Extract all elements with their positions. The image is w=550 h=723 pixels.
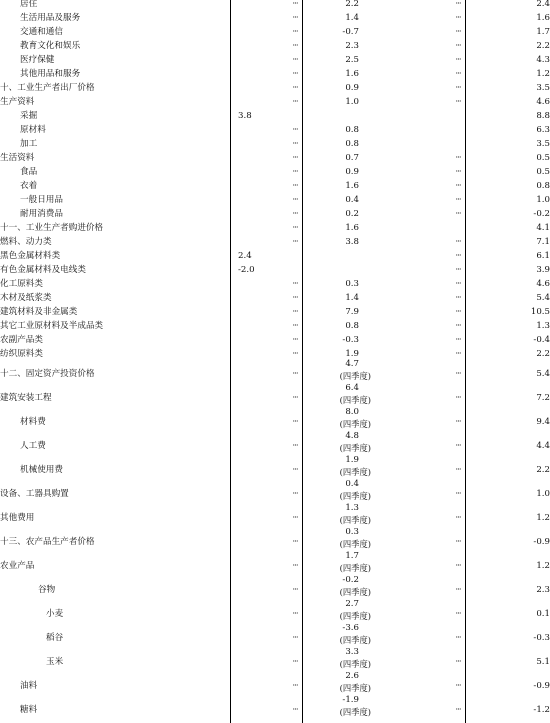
value-previous: 1.0 [536, 489, 550, 499]
table-row [0, 109, 550, 123]
value-previous: 2.2 [536, 465, 550, 475]
row-label: 十、工业生产者出厂价格 [0, 83, 95, 93]
value-previous: 10.5 [530, 307, 550, 317]
column-divider-middle [302, 0, 303, 723]
quarter-note: (四季度) [339, 563, 371, 573]
table-row [0, 123, 550, 137]
table-row [0, 457, 550, 481]
value-current: 4.8 [345, 431, 359, 441]
table-row [0, 221, 550, 235]
ellipsis-marker: ··· [455, 279, 461, 289]
row-label: 一般日用品 [20, 195, 63, 205]
value-current: 6.4 [345, 383, 359, 393]
value-current: 1.9 [345, 455, 359, 465]
ellipsis-marker: ··· [455, 41, 461, 51]
row-label: 建筑材料及非金属类 [0, 307, 78, 317]
ellipsis-marker: ··· [292, 13, 298, 23]
ellipsis-marker: ··· [292, 489, 298, 499]
value-current: 0.8 [345, 321, 359, 331]
value-current: 0.3 [345, 279, 359, 289]
value-previous: 3.9 [536, 265, 550, 275]
table-row [0, 53, 550, 67]
row-label: 纺织原料类 [0, 349, 43, 359]
value-previous: 1.0 [536, 195, 550, 205]
value-previous: 4.6 [536, 97, 550, 107]
value-current: 0.2 [345, 209, 359, 219]
table-row [0, 553, 550, 577]
ellipsis-marker: ··· [455, 561, 461, 571]
ellipsis-marker: ··· [455, 537, 461, 547]
row-label: 衣着 [20, 181, 38, 191]
ellipsis-marker: ··· [292, 561, 298, 571]
value-previous: -0.4 [533, 335, 550, 345]
value-current: 2.6 [345, 671, 359, 681]
value-current: -0.7 [342, 27, 359, 37]
value-current: -2.0 [238, 265, 255, 275]
ellipsis-marker: ··· [292, 657, 298, 667]
row-label: 稻谷 [46, 633, 64, 643]
value-current: 0.9 [345, 83, 359, 93]
value-previous: 1.2 [536, 561, 550, 571]
ellipsis-marker: ··· [292, 417, 298, 427]
table-row [0, 277, 550, 291]
value-previous: 5.4 [536, 293, 550, 303]
value-previous: -0.9 [533, 681, 550, 691]
ellipsis-marker: ··· [292, 125, 298, 135]
value-current: 1.0 [345, 97, 359, 107]
ellipsis-marker: ··· [455, 237, 461, 247]
value-previous: 2.4 [536, 0, 550, 9]
value-current: 0.4 [345, 479, 359, 489]
value-previous: 4.4 [536, 441, 550, 451]
column-divider-right [465, 0, 466, 723]
value-previous: 8.8 [536, 111, 550, 121]
ellipsis-marker: ··· [455, 681, 461, 691]
value-previous: -1.2 [533, 705, 550, 715]
ellipsis-marker: ··· [455, 265, 461, 275]
ellipsis-marker: ··· [292, 139, 298, 149]
ellipsis-marker: ··· [292, 633, 298, 643]
row-label: 谷物 [38, 585, 56, 595]
value-previous: -0.9 [533, 537, 550, 547]
value-current: 1.4 [345, 13, 359, 23]
row-label: 十三、农产品生产者价格 [0, 537, 95, 547]
table-row [0, 39, 550, 53]
row-label: 十一、工业生产者购进价格 [0, 223, 104, 233]
ellipsis-marker: ··· [292, 349, 298, 359]
value-previous: -0.3 [533, 633, 550, 643]
value-previous: 1.7 [536, 27, 550, 37]
table-row [0, 263, 550, 277]
quarter-note: (四季度) [339, 371, 371, 381]
table-row [0, 207, 550, 221]
ellipsis-marker: ··· [455, 489, 461, 499]
value-previous: -0.2 [533, 209, 550, 219]
row-label: 其他费用 [0, 513, 35, 523]
ellipsis-marker: ··· [292, 41, 298, 51]
table-row [0, 151, 550, 165]
value-current: -0.2 [342, 575, 359, 585]
quarter-note: (四季度) [339, 467, 371, 477]
ellipsis-marker: ··· [292, 465, 298, 475]
table-row [0, 179, 550, 193]
table-row [0, 305, 550, 319]
quarter-note: (四季度) [339, 395, 371, 405]
quarter-note: (四季度) [339, 587, 371, 597]
row-label: 生活用品及服务 [20, 13, 81, 23]
ellipsis-marker: ··· [292, 223, 298, 233]
ellipsis-marker: ··· [292, 27, 298, 37]
row-label: 油料 [20, 681, 38, 691]
ellipsis-marker: ··· [292, 369, 298, 379]
ellipsis-marker: ··· [455, 393, 461, 403]
value-previous: 1.3 [536, 321, 550, 331]
quarter-note: (四季度) [339, 635, 371, 645]
value-current: 3.8 [345, 237, 359, 247]
ellipsis-marker: ··· [455, 83, 461, 93]
table-row [0, 361, 550, 385]
ellipsis-marker: ··· [292, 307, 298, 317]
table-row [0, 193, 550, 207]
ellipsis-marker: ··· [455, 657, 461, 667]
row-label: 生产资料 [0, 97, 35, 107]
row-label: 玉米 [46, 657, 64, 667]
table-row [0, 505, 550, 529]
ellipsis-marker: ··· [455, 55, 461, 65]
row-label: 教育文化和娱乐 [20, 41, 81, 51]
ellipsis-marker: ··· [292, 321, 298, 331]
value-previous: 0.1 [536, 609, 550, 619]
value-current: 0.8 [345, 139, 359, 149]
row-label: 人工费 [20, 441, 46, 451]
table-row [0, 577, 550, 601]
ellipsis-marker: ··· [292, 69, 298, 79]
value-previous: 2.2 [536, 349, 550, 359]
value-current: 2.4 [238, 251, 252, 261]
value-previous: 7.2 [536, 393, 550, 403]
ellipsis-marker: ··· [455, 321, 461, 331]
table-row [0, 697, 550, 721]
table-row [0, 95, 550, 109]
quarter-note: (四季度) [339, 419, 371, 429]
table-row [0, 481, 550, 505]
column-divider-left [230, 0, 231, 723]
ellipsis-marker: ··· [292, 55, 298, 65]
row-label: 燃料、动力类 [0, 237, 52, 247]
ellipsis-marker: ··· [455, 465, 461, 475]
ellipsis-marker: ··· [292, 293, 298, 303]
ellipsis-marker: ··· [455, 585, 461, 595]
value-previous: 0.8 [536, 181, 550, 191]
value-current: 0.9 [345, 167, 359, 177]
ellipsis-marker: ··· [292, 335, 298, 345]
ellipsis-marker: ··· [292, 83, 298, 93]
row-label: 居住 [20, 0, 38, 9]
value-previous: 6.3 [536, 125, 550, 135]
ellipsis-marker: ··· [292, 195, 298, 205]
value-previous: 2.2 [536, 41, 550, 51]
table-row [0, 409, 550, 433]
ellipsis-marker: ··· [292, 209, 298, 219]
value-current: 3.3 [345, 647, 359, 657]
value-previous: 5.4 [536, 369, 550, 379]
row-label: 农副产品类 [0, 335, 43, 345]
quarter-note: (四季度) [339, 539, 371, 549]
row-label: 加工 [20, 139, 38, 149]
row-label: 设备、工器具购置 [0, 489, 69, 499]
ellipsis-marker: ··· [455, 369, 461, 379]
ellipsis-marker: ··· [292, 681, 298, 691]
value-previous: 6.1 [536, 251, 550, 261]
table-row [0, 67, 550, 81]
ellipsis-marker: ··· [455, 335, 461, 345]
ellipsis-marker: ··· [455, 349, 461, 359]
table-row [0, 385, 550, 409]
ellipsis-marker: ··· [455, 705, 461, 715]
ellipsis-marker: ··· [292, 237, 298, 247]
ellipsis-marker: ··· [292, 97, 298, 107]
quarter-note: (四季度) [339, 515, 371, 525]
row-label: 交通和通信 [20, 27, 63, 37]
quarter-note: (四季度) [339, 659, 371, 669]
value-current: 2.5 [345, 55, 359, 65]
row-label: 糖料 [20, 705, 38, 715]
ellipsis-marker: ··· [292, 393, 298, 403]
ellipsis-marker: ··· [455, 0, 461, 9]
ellipsis-marker: ··· [455, 13, 461, 23]
table-row [0, 291, 550, 305]
value-previous: 7.1 [536, 237, 550, 247]
table-row [0, 333, 550, 347]
table-row [0, 165, 550, 179]
row-label: 耐用消费品 [20, 209, 63, 219]
value-previous: 2.3 [536, 585, 550, 595]
value-previous: 1.2 [536, 69, 550, 79]
value-previous: 3.5 [536, 139, 550, 149]
table-row [0, 601, 550, 625]
row-label: 食品 [20, 167, 38, 177]
ellipsis-marker: ··· [455, 27, 461, 37]
table-row [0, 625, 550, 649]
row-label: 其它工业原材料及半成品类 [0, 321, 104, 331]
value-current: 0.7 [345, 153, 359, 163]
ellipsis-marker: ··· [455, 513, 461, 523]
row-label: 农业产品 [0, 561, 35, 571]
value-previous: 9.4 [536, 417, 550, 427]
ellipsis-marker: ··· [455, 441, 461, 451]
ellipsis-marker: ··· [292, 181, 298, 191]
quarter-note: (四季度) [339, 707, 371, 717]
value-previous: 1.2 [536, 513, 550, 523]
ellipsis-marker: ··· [292, 441, 298, 451]
value-previous: 3.5 [536, 83, 550, 93]
ellipsis-marker: ··· [455, 417, 461, 427]
value-current: -0.3 [342, 335, 359, 345]
row-label: 其他用品和服务 [20, 69, 81, 79]
ellipsis-marker: ··· [455, 181, 461, 191]
table-row [0, 433, 550, 457]
ellipsis-marker: ··· [455, 209, 461, 219]
ellipsis-marker: ··· [292, 585, 298, 595]
ellipsis-marker: ··· [292, 609, 298, 619]
table-row [0, 347, 550, 361]
row-label: 建筑安装工程 [0, 393, 52, 403]
quarter-note: (四季度) [339, 683, 371, 693]
ellipsis-marker: ··· [292, 279, 298, 289]
ellipsis-marker: ··· [455, 251, 461, 261]
ellipsis-marker: ··· [455, 293, 461, 303]
row-label: 机械使用费 [20, 465, 63, 475]
row-label: 十二、固定资产投资价格 [0, 369, 95, 379]
row-label: 化工原料类 [0, 279, 43, 289]
ellipsis-marker: ··· [292, 167, 298, 177]
value-current: 8.0 [345, 407, 359, 417]
value-current: 7.9 [345, 307, 359, 317]
value-previous: 5.1 [536, 657, 550, 667]
table-row [0, 137, 550, 151]
value-current: 0.4 [345, 195, 359, 205]
row-label: 生活资料 [0, 153, 35, 163]
table-row [0, 529, 550, 553]
value-current: -1.9 [342, 695, 359, 705]
value-previous: 4.1 [536, 223, 550, 233]
value-previous: 0.5 [536, 153, 550, 163]
value-current: -3.6 [342, 623, 359, 633]
value-current: 1.4 [345, 293, 359, 303]
value-previous: 4.6 [536, 279, 550, 289]
row-label: 医疗保健 [20, 55, 55, 65]
quarter-note: (四季度) [339, 443, 371, 453]
table-row [0, 235, 550, 249]
table-row [0, 319, 550, 333]
ellipsis-marker: ··· [455, 167, 461, 177]
value-current: 1.9 [345, 349, 359, 359]
ellipsis-marker: ··· [292, 0, 298, 9]
row-label: 采掘 [20, 111, 38, 121]
value-previous: 1.6 [536, 13, 550, 23]
value-current: 0.8 [345, 125, 359, 135]
quarter-note: (四季度) [339, 611, 371, 621]
value-previous: 4.3 [536, 55, 550, 65]
table-row [0, 649, 550, 673]
ellipsis-marker: ··· [455, 195, 461, 205]
row-label: 黑色金属材料类 [0, 251, 61, 261]
ellipsis-marker: ··· [455, 609, 461, 619]
row-label: 原材料 [20, 125, 46, 135]
ellipsis-marker: ··· [455, 69, 461, 79]
row-label: 材料费 [20, 417, 46, 427]
table-row [0, 11, 550, 25]
value-current: 3.8 [238, 111, 252, 121]
ellipsis-marker: ··· [292, 537, 298, 547]
value-current: 0.3 [345, 527, 359, 537]
ellipsis-marker: ··· [455, 97, 461, 107]
ellipsis-marker: ··· [292, 153, 298, 163]
ellipsis-marker: ··· [292, 705, 298, 715]
ellipsis-marker: ··· [292, 513, 298, 523]
row-label: 有色金属材料及电线类 [0, 265, 86, 275]
value-current: 2.3 [345, 41, 359, 51]
row-label: 木材及纸浆类 [0, 293, 52, 303]
table-row [0, 25, 550, 39]
value-current: 1.7 [345, 551, 359, 561]
table-row [0, 673, 550, 697]
ellipsis-marker: ··· [455, 633, 461, 643]
value-current: 1.6 [345, 223, 359, 233]
value-current: 1.6 [345, 69, 359, 79]
value-current: 4.7 [345, 359, 359, 369]
value-current: 1.6 [345, 181, 359, 191]
table-row [0, 81, 550, 95]
table-row [0, 0, 550, 11]
ellipsis-marker: ··· [455, 307, 461, 317]
value-current: 1.3 [345, 503, 359, 513]
value-previous: 0.5 [536, 167, 550, 177]
value-current: 2.7 [345, 599, 359, 609]
row-label: 小麦 [46, 609, 64, 619]
quarter-note: (四季度) [339, 491, 371, 501]
ellipsis-marker: ··· [455, 153, 461, 163]
value-current: 2.2 [345, 0, 359, 9]
table-row [0, 249, 550, 263]
